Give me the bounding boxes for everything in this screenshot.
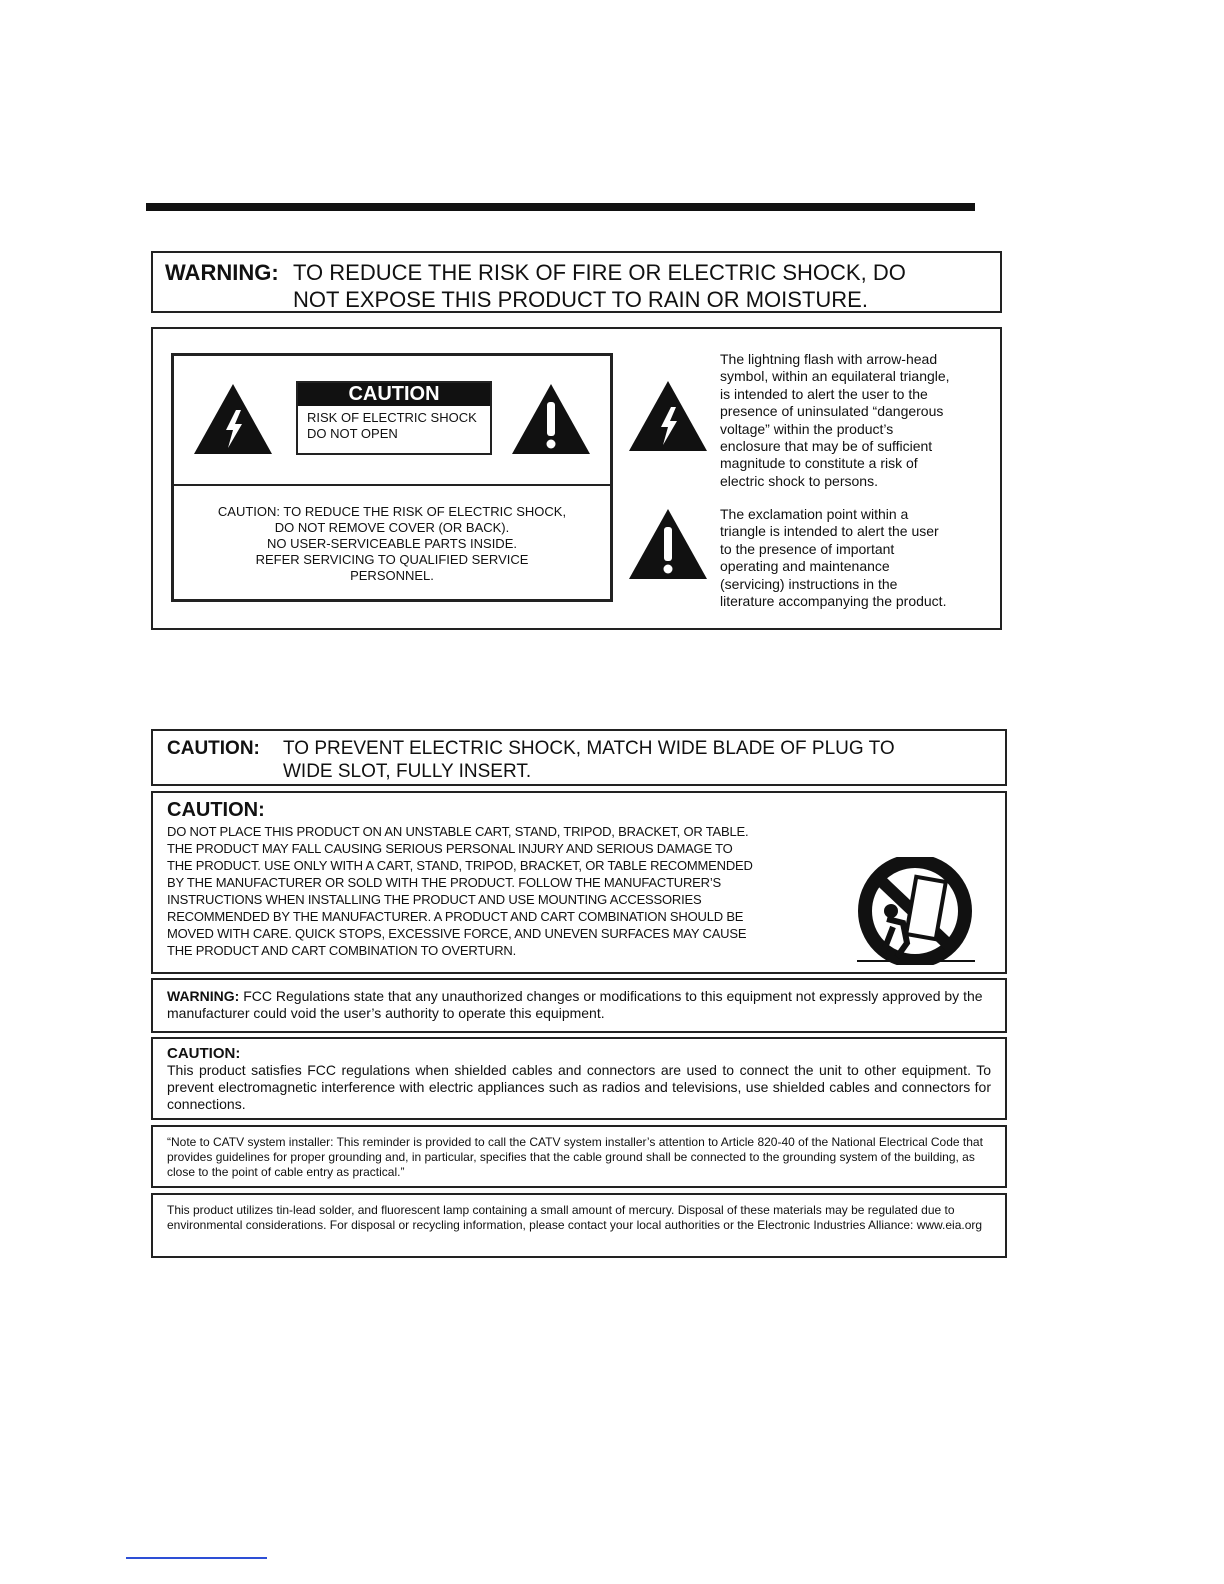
caution-label-line: NO USER-SERVICEABLE PARTS INSIDE.	[267, 536, 517, 551]
fcc-caution-title: CAUTION:	[167, 1045, 241, 1062]
caution-sticker-line1: RISK OF ELECTRIC SHOCK	[307, 410, 477, 425]
caution-sticker-line2: DO NOT OPEN	[307, 426, 398, 441]
exclamation-symbol-description: The exclamation point within a triangle is intended to alert the user to the presence of important operating and maintenance (servicing) instructions in the literature accompanying the product.	[720, 506, 947, 610]
header-rule	[146, 203, 975, 211]
disposal-note: This product utilizes tin-lead solder, and fluorescent lamp containing a small amount of mercury. Disposal of these materials may be regulated due to environmental considerations. For disposal or recycling information, please contact your local authorities or the Electronic Industries Alliance: www.eia.org	[151, 1193, 1007, 1258]
cart-tip-over-icon	[847, 857, 983, 965]
caution-label-line: CAUTION: TO REDUCE THE RISK OF ELECTRIC SHOCK,	[217, 504, 567, 519]
fcc-warning-text: FCC Regulations state that any unauthorized changes or modifications to this equipment not expressly approved by the manufacturer could void the user’s authority to operate this equipment.	[167, 988, 983, 1021]
fcc-warning-box	[151, 978, 1007, 1033]
caution-label-illustration	[171, 353, 613, 602]
caution-sticker	[296, 381, 492, 455]
warning-rain-moisture-box	[151, 251, 1002, 313]
fcc-caution-box	[151, 1037, 1007, 1120]
catv-installer-note: “Note to CATV system installer: This reminder is provided to call the CATV system installer’s attention to Article 820-40 of the National Electrical Code that provides guidelines for proper grounding and, in particular, specifies that the cable ground shall be connected to the grounding system of the building, as close to the point of cable entry as practical.”	[151, 1125, 1007, 1188]
exclamation-point-triangle-icon	[627, 507, 709, 581]
caution-label-line: PERSONNEL.	[350, 568, 434, 583]
caution-label-line: REFER SERVICING TO QUALIFIED SERVICE	[255, 552, 529, 567]
caution-sticker-title: CAUTION	[298, 383, 490, 406]
fcc-caution-text: This product satisfies FCC regulations when shielded cables and connectors are used to connect the unit to other equipment. To prevent electromagnetic interference with electric appliances such as radios and televisions, use shielded cables and connectors for connections.	[167, 1062, 991, 1112]
caution-label-line: DO NOT REMOVE COVER (OR BACK).	[274, 520, 510, 535]
warning-label: WARNING:	[165, 260, 279, 285]
caution-plug-line1: TO PREVENT ELECTRIC SHOCK, MATCH WIDE BLADE OF PLUG TO	[283, 738, 895, 759]
caution-plug-box	[151, 729, 1007, 786]
lightning-triangle-icon	[192, 382, 274, 456]
lightning-flash-triangle-icon	[627, 379, 709, 453]
footer-link-underline	[126, 1557, 267, 1559]
caution-plug-line2: WIDE SLOT, FULLY INSERT.	[283, 761, 532, 782]
exclamation-triangle-icon	[510, 382, 592, 456]
fcc-warning-label: WARNING:	[167, 988, 240, 1004]
caution-cart-text: DO NOT PLACE THIS PRODUCT ON AN UNSTABLE CART, STAND, TRIPOD, BRACKET, OR TABLE. THE PRODUCT MAY FALL CAUSING SERIOUS PERSONAL INJURY AND SERIOUS DAMAGE TO THE PRODUCT. USE ONLY WITH A CART, STAND, TRIPOD, BRACKET, OR TABLE RECOMMENDED BY THE MANUFACTURER OR SOLD WITH THE PRODUCT. FOLLOW THE MANUFACTURER’S INSTRUCTIONS WHEN INSTALLING THE PRODUCT AND USE MOUNTING ACCESSORIES RECOMMENDED BY THE MANUFACTURER. A PRODUCT AND CART COMBINATION SHOULD BE MOVED WITH CARE. QUICK STOPS, EXCESSIVE FORCE, AND UNEVEN SURFACES MAY CAUSE THE PRODUCT AND CART COMBINATION TO OVERTURN.	[167, 824, 753, 958]
warning-text-line1: TO REDUCE THE RISK OF FIRE OR ELECTRIC SHOCK, DO	[293, 260, 906, 285]
caution-cart-box	[151, 791, 1007, 974]
caution-plug-label: CAUTION:	[167, 738, 260, 759]
warning-text-line2: NOT EXPOSE THIS PRODUCT TO RAIN OR MOISTURE.	[293, 287, 868, 312]
safety-symbols-box	[151, 327, 1002, 630]
caution-cart-title: CAUTION:	[167, 799, 265, 821]
lightning-symbol-description: The lightning flash with arrow-head symbol, within an equilateral triangle, is intended to alert the user to the presence of uninsulated “dangerous voltage” within the product’s enclosure that may be of sufficient magnitude to constitute a risk of electric shock to persons.	[720, 351, 950, 489]
